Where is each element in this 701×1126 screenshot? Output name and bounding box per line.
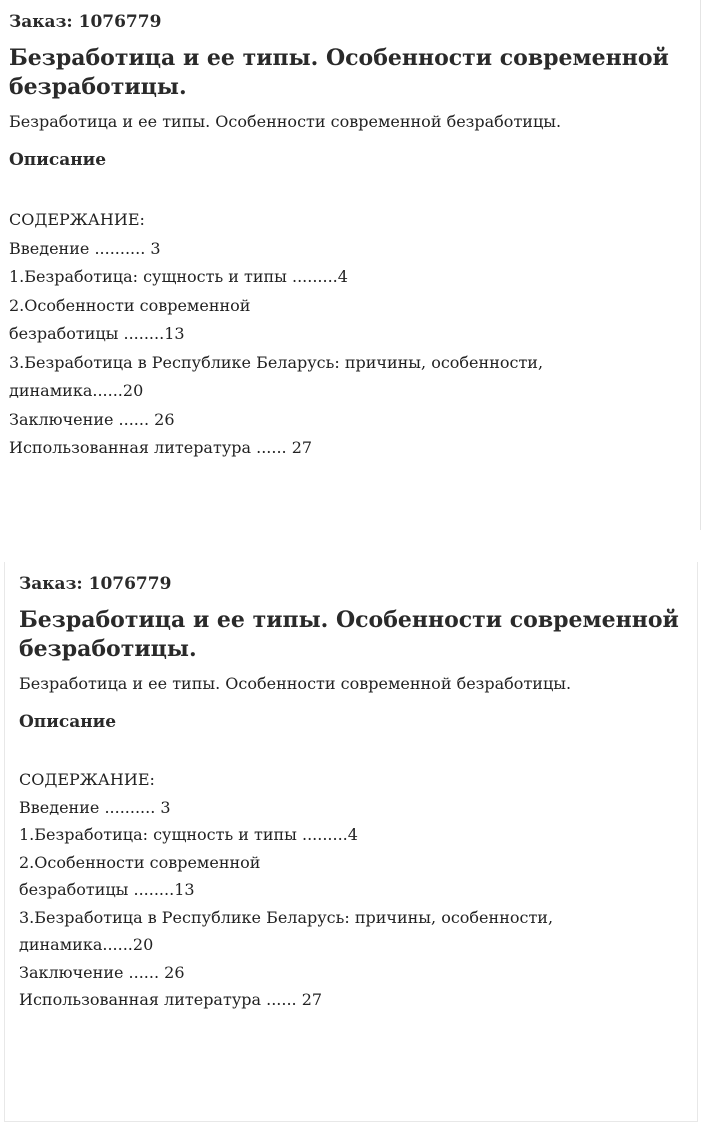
order-subtitle: Безработица и ее типы. Особенности современной безработицы. [19,674,572,693]
table-of-contents [19,766,687,1014]
description-heading: Описание [19,712,117,732]
toc-line: 3.Безработица в Республике Беларусь: причины, особенности, [19,907,554,927]
order-number-label: Заказ: 1076779 [19,574,172,594]
toc-line: безработицы ........13 [19,880,195,899]
toc-line: 2.Особенности современной [9,295,251,315]
order-subtitle: Безработица и ее типы. Особенности современной безработицы. [9,112,562,131]
toc-line: Введение .......... 3 [9,238,161,258]
toc-line: динамика......20 [19,935,154,954]
toc-line: Использованная литература ...... 27 [19,990,323,1009]
toc-line: безработицы ........13 [9,324,185,343]
order-title-line-2: безработицы. [9,74,187,100]
order-number-label: Заказ: 1076779 [9,12,162,32]
order-title-line-1: Безработица и ее типы. Особенности современной [19,607,679,633]
toc-line: СОДЕРЖАНИЕ: [19,770,155,789]
order-title-line-1: Безработица и ее типы. Особенности современной [9,45,669,71]
description-heading: Описание [9,150,107,170]
toc-line: Заключение ...... 26 [9,409,175,429]
toc-line: 2.Особенности современной [19,852,261,872]
order-title [19,606,687,664]
toc-line: Использованная литература ...... 27 [9,438,313,457]
order-card-2 [4,562,698,1122]
toc-line: Введение .......... 3 [19,797,171,817]
toc-line: 1.Безработица: сущность и типы .........4 [9,267,348,286]
toc-line: СОДЕРЖАНИЕ: [9,210,145,229]
order-title [9,44,690,102]
order-title-line-2: безработицы. [19,636,197,662]
order-card-1 [0,0,701,530]
table-of-contents [9,206,690,463]
toc-line: 3.Безработица в Республике Беларусь: причины, особенности, [9,352,544,372]
toc-line: Заключение ...... 26 [19,962,185,982]
toc-line: 1.Безработица: сущность и типы .........4 [19,825,358,844]
toc-line: динамика......20 [9,381,144,400]
